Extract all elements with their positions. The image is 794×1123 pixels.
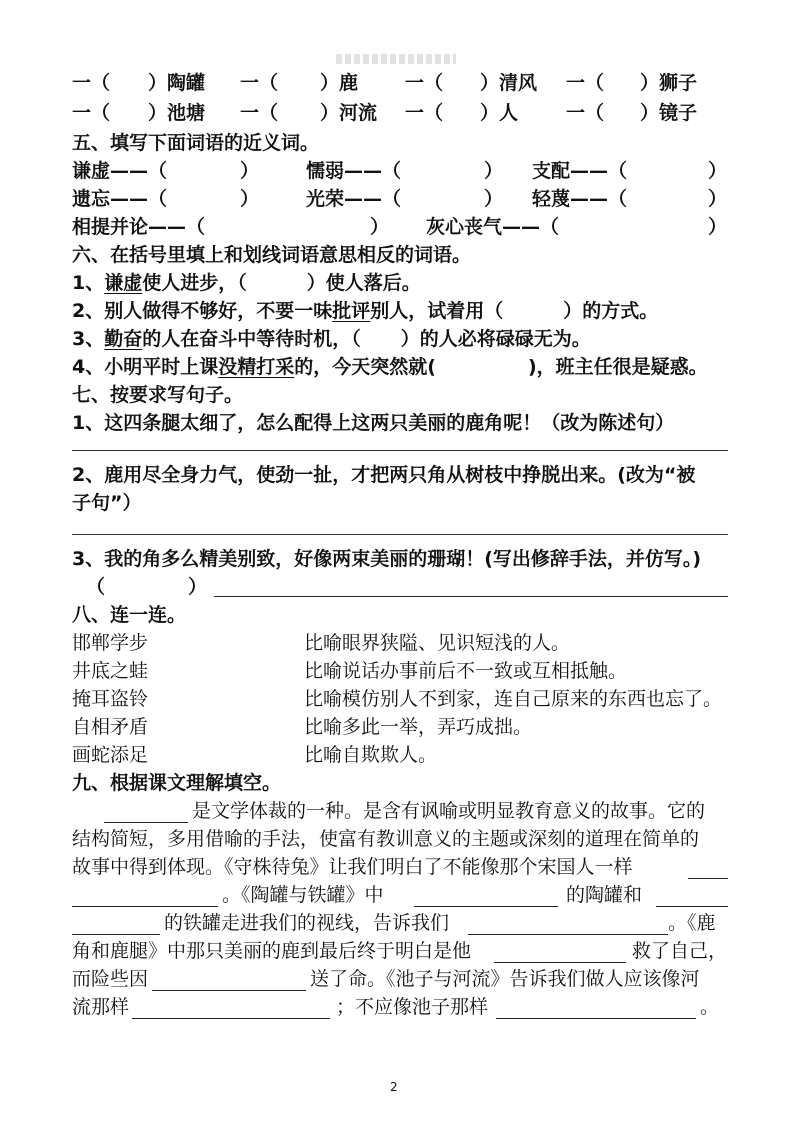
para-line-6b: 救了自己， <box>632 940 728 962</box>
fill-blank-7[interactable] <box>152 966 306 991</box>
section-6-heading: 六、在括号里填上和划线词语意思相反的词语。 <box>72 244 472 266</box>
paren-close: ） <box>708 188 728 210</box>
section-7-heading: 七、按要求写句子。 <box>72 384 244 406</box>
fill-blank-9[interactable] <box>496 994 696 1019</box>
word-taoguan: ）陶罐 <box>148 72 206 94</box>
paren-open: 一（ <box>72 102 111 124</box>
word-heliu: ）河流 <box>320 102 378 124</box>
paren-close: ） <box>708 216 728 238</box>
underlined-word: 勤奋 <box>104 328 143 350</box>
question-7-2-line-1: 2、鹿用尽全身力气，使劲一扯，才把两只角从树枝中挣脱出来。(改为“被 <box>72 464 696 486</box>
paren-open: 一（ <box>240 102 279 124</box>
para-line-5a: 的铁罐走进我们的视线，告诉我们 <box>164 912 450 934</box>
para-line-3: 故事中得到体现。《守株待兔》让我们明白了不能像那个宋国人一样 <box>72 856 633 878</box>
fill-blank-5[interactable] <box>468 910 668 935</box>
paren-close: ） <box>188 576 208 598</box>
word-lu: ）鹿 <box>320 72 359 94</box>
syn-yiwang: 遗忘——（ <box>72 188 168 210</box>
para-line-8c: 。 <box>700 996 720 1018</box>
syn-qianxu: 谦虚——（ <box>72 160 168 182</box>
underlined-word: 批评 <box>332 300 371 322</box>
page-number: 2 <box>390 1080 398 1094</box>
question-6-3: 3、勤奋的人在奋斗中等待时机，（ ）的人必将碌碌无为。 <box>72 328 591 350</box>
paren-open: 一（ <box>240 72 279 94</box>
para-line-7a: 而险些因 <box>72 968 149 990</box>
para-line-7b: 送了命。《池子与河流》告诉我们做人应该像河 <box>310 968 700 990</box>
para-line-8b: ；不应像池子那样 <box>336 996 489 1018</box>
synonym-row-2 <box>0 186 794 216</box>
question-6-4: 4、小明平时上课没精打采的，今天突然就( )，班主任很是疑惑。 <box>72 356 708 378</box>
idiom-handan-xuebu: 邯郸学步 <box>72 632 149 654</box>
meaning-3: 比喻模仿别人不到家，连自己原来的东西也忘了。 <box>304 688 723 710</box>
underlined-word: 谦虚 <box>104 272 143 294</box>
para-line-4a: 。《陶罐与铁罐》中 <box>222 884 384 906</box>
syn-nuoruo: 懦弱——（ <box>306 160 402 182</box>
para-line-5b: 。《鹿 <box>668 912 716 934</box>
idiom-zixiang-maodun: 自相矛盾 <box>72 716 149 738</box>
syn-xiangtibinglun: 相提并论——（ <box>72 216 206 238</box>
synonym-row-1 <box>0 158 794 188</box>
word-shizi: ）狮子 <box>640 72 698 94</box>
fill-blank-8[interactable] <box>132 994 330 1019</box>
fill-blank-6[interactable] <box>494 938 626 963</box>
fill-blank-1[interactable] <box>104 798 188 823</box>
paren-close: ） <box>708 160 728 182</box>
word-jingzi: ）镜子 <box>640 102 698 124</box>
question-7-2-line-2: 子句”） <box>72 492 142 514</box>
paren-open: 一（ <box>566 102 605 124</box>
word-chitang: ）池塘 <box>148 102 206 124</box>
fill-blank-3[interactable] <box>414 882 558 907</box>
word-qingfeng: ）清风 <box>480 72 538 94</box>
syn-qingmie: 轻蔑——（ <box>532 188 628 210</box>
para-line-1: 是文学体裁的一种。是含有讽喻或明显教育意义的故事。它的 <box>192 800 706 822</box>
paren-open: 一（ <box>405 72 444 94</box>
meaning-5: 比喻自欺欺人。 <box>304 744 438 766</box>
section-9-heading: 九、根据课文理解填空。 <box>72 772 282 794</box>
answer-line-7-2[interactable] <box>72 534 728 535</box>
para-line-4b: 的陶罐和 <box>566 884 643 906</box>
para-line-8a: 流那样 <box>72 996 130 1018</box>
question-6-2: 2、别人做得不够好，不要一味批评别人，试着用（ ）的方式。 <box>72 300 659 322</box>
question-7-3: 3、我的角多么精美别致，好像两束美丽的珊瑚！(写出修辞手法，并仿写。) <box>72 548 702 570</box>
section-5-heading: 五、填写下面词语的近义词。 <box>72 132 320 154</box>
meaning-2: 比喻说话办事前后不一致或互相抵触。 <box>304 660 628 682</box>
meaning-4: 比喻多此一举，弄巧成拙。 <box>304 716 533 738</box>
idiom-huashe-tianzu: 画蛇添足 <box>72 744 149 766</box>
word-ren: ）人 <box>480 102 519 124</box>
question-7-1: 1、这四条腿太细了，怎么配得上这两只美丽的鹿角呢！（改为陈述句） <box>72 412 675 434</box>
idiom-yaner-daoling: 掩耳盗铃 <box>72 688 149 710</box>
answer-line-7-1[interactable] <box>72 450 728 451</box>
section-8-heading: 八、连一连。 <box>72 604 187 626</box>
paren-open: （ <box>86 576 106 598</box>
fill-blank-4-cont[interactable] <box>72 910 160 935</box>
para-line-2: 结构简短，多用借喻的手法，使富有教训意义的主题或深刻的道理在简单的 <box>72 828 700 850</box>
measure-word-row-1 <box>0 70 794 100</box>
paren-open: 一（ <box>405 102 444 124</box>
paren-open: 一（ <box>72 72 111 94</box>
header-watermark <box>336 54 456 64</box>
fill-blank-4[interactable] <box>656 882 728 907</box>
underlined-word: 没精打采 <box>218 356 295 378</box>
paren-close: ） <box>240 160 260 182</box>
syn-zhipei: 支配——（ <box>532 160 628 182</box>
syn-guangrong: 光荣——（ <box>306 188 402 210</box>
answer-line-7-3[interactable] <box>214 572 728 597</box>
fill-blank-2-cont[interactable] <box>72 882 218 907</box>
idiom-jingdi-zhiwa: 井底之蛙 <box>72 660 149 682</box>
fill-blank-2[interactable] <box>688 854 728 879</box>
meaning-1: 比喻眼界狭隘、见识短浅的人。 <box>304 632 571 654</box>
paren-close: ） <box>484 188 504 210</box>
paren-open: 一（ <box>566 72 605 94</box>
paren-close: ） <box>484 160 504 182</box>
syn-huixinsangqi: 灰心丧气——（ <box>426 216 560 238</box>
question-6-1: 1、谦虚使人进步，（ ）使人落后。 <box>72 272 421 294</box>
paren-close: ） <box>240 188 260 210</box>
synonym-row-3 <box>0 214 794 244</box>
para-line-6a: 角和鹿腿》中那只美丽的鹿到最后终于明白是他 <box>72 940 472 962</box>
paren-close: ） <box>370 216 390 238</box>
measure-word-row-2 <box>0 100 794 130</box>
